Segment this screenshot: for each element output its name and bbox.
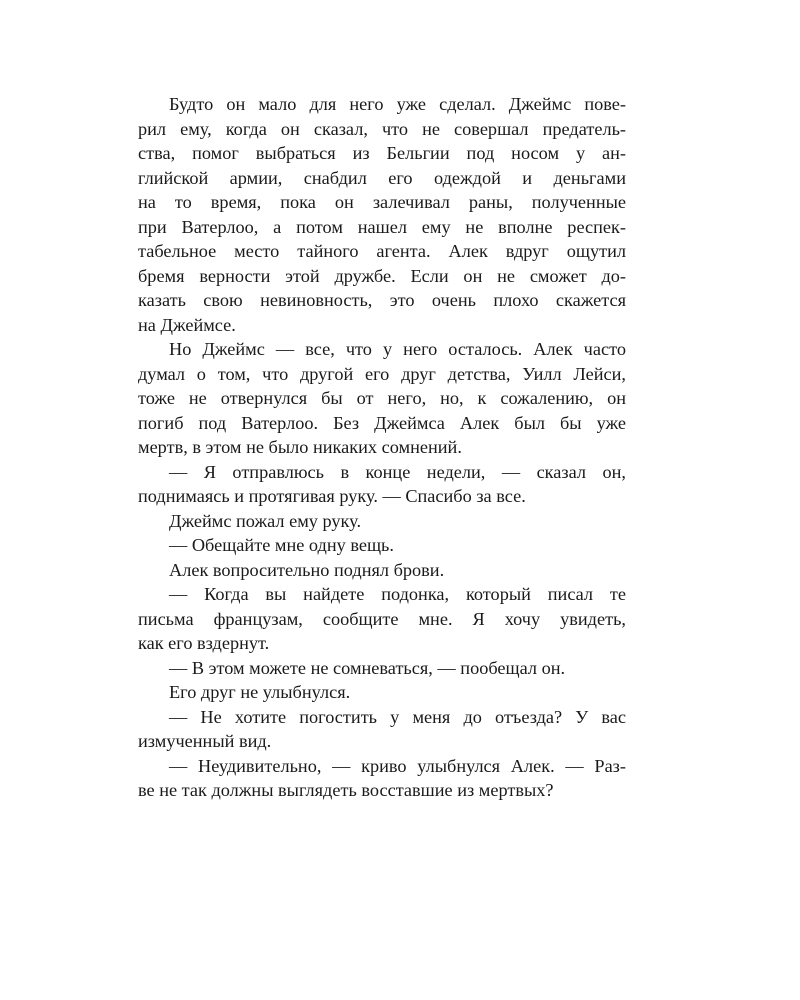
paragraph: [138, 680, 626, 705]
text-line: Джеймс пожал ему руку.: [169, 510, 362, 531]
text-line: Будто он мало для него уже сделал. Джеймс пове-: [169, 94, 626, 114]
text-line: табельное место тайного агента. Алек вдруг ощутил: [138, 241, 626, 261]
text-line: Но Джеймс — все, что у него осталось. Алек часто: [169, 339, 626, 359]
paragraph: [138, 558, 626, 583]
text-line: — Когда вы найдете подонка, который писал те: [169, 584, 626, 604]
text-line: бремя верности этой дружбе. Если он не сможет до-: [138, 265, 626, 286]
paragraph: [138, 337, 626, 460]
text-line: ве не так должны выглядеть восставшие из мертвых?: [138, 780, 554, 800]
paragraph: [138, 92, 626, 337]
text-line: — В этом можете не сомневаться, — пообещал он.: [169, 657, 566, 678]
text-line: как его вздернут.: [138, 633, 270, 653]
dialogue-paragraph: [138, 705, 626, 754]
dialogue-paragraph: [138, 582, 626, 656]
book-page: [138, 92, 626, 803]
text-line: измученный вид.: [138, 731, 272, 751]
text-line: при Ватерлоо, а потом нашел ему не вполне респек-: [138, 216, 626, 237]
text-line: рил ему, когда он сказал, что не совершал предатель-: [138, 118, 626, 139]
text-line: письма французам, сообщите мне. Я хочу увидеть,: [138, 608, 626, 629]
text-line: ства, помог выбраться из Бельгии под носом у ан-: [138, 143, 626, 163]
text-line: глийской армии, снабдил его одеждой и деньгами: [138, 167, 626, 188]
text-line: погиб под Ватерлоо. Без Джеймса Алек был бы уже: [138, 412, 626, 433]
text-line: на то время, пока он залечивал раны, полученные: [138, 192, 626, 212]
dialogue-paragraph: [138, 754, 626, 803]
text-line: казать свою невиновность, это очень плохо скажется: [138, 290, 626, 310]
dialogue-paragraph: [138, 460, 626, 509]
text-line: думал о том, что другой его друг детства, Уилл Лейси,: [138, 363, 626, 384]
text-line: тоже не отвернулся бы от него, но, к сожалению, он: [138, 388, 626, 408]
text-line: Алек вопросительно поднял брови.: [169, 559, 445, 580]
text-line: — Я отправлюсь в конце недели, — сказал он,: [169, 461, 626, 482]
dialogue-paragraph: [138, 656, 626, 681]
text-line: — Неудивительно, — криво улыбнулся Алек. — Раз-: [169, 755, 626, 776]
paragraph: [138, 509, 626, 534]
text-line: Его друг не улыбнулся.: [169, 682, 351, 702]
text-line: — Не хотите погостить у меня до отъезда? У вас: [169, 706, 626, 727]
text-line: мертв, в этом не было никаких сомнений.: [138, 437, 462, 457]
text-line: поднимаясь и протягивая руку. — Спасибо за все.: [138, 486, 526, 506]
text-line: на Джеймсе.: [138, 314, 236, 335]
dialogue-paragraph: [138, 533, 626, 558]
text-line: — Обещайте мне одну вещь.: [169, 535, 394, 555]
